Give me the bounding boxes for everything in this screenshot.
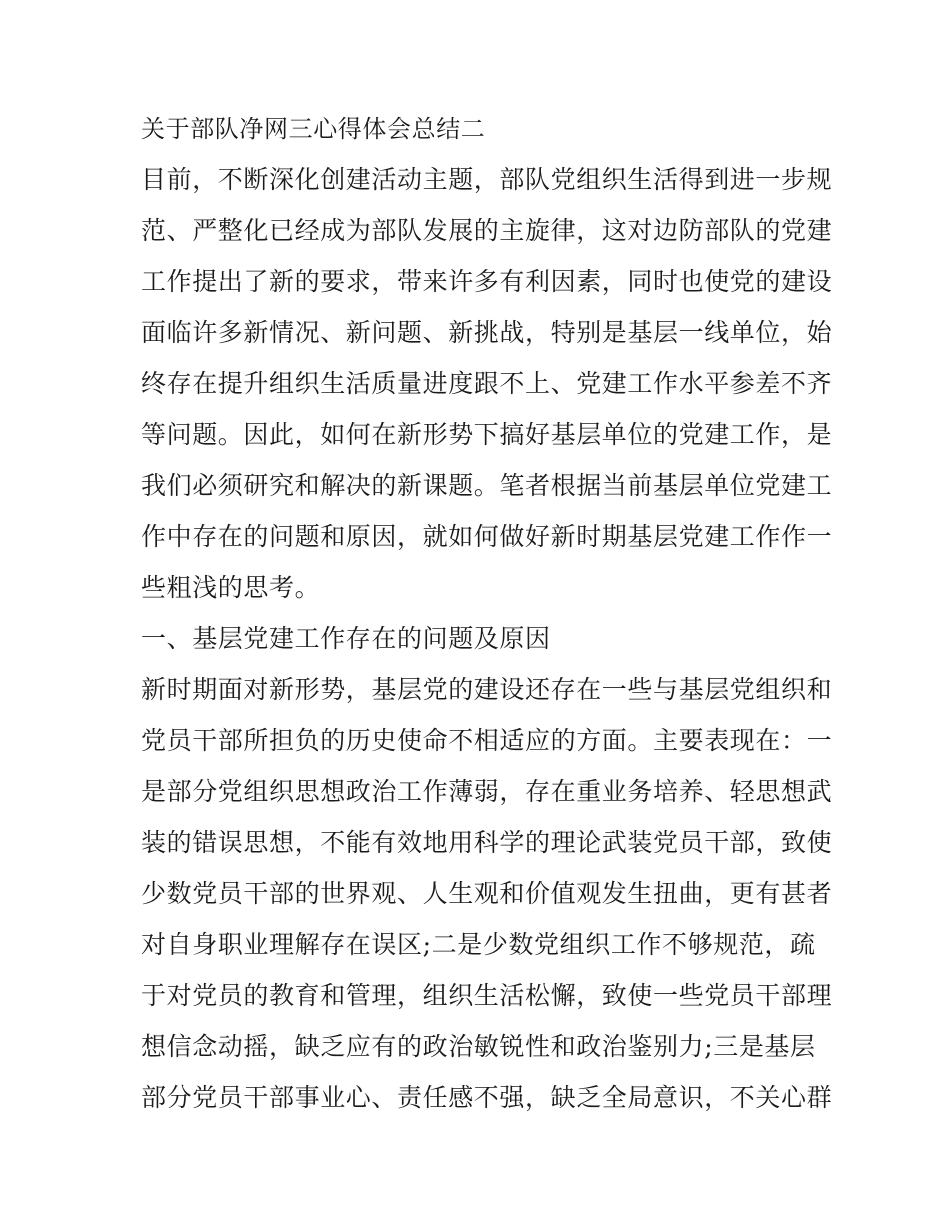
text-line: 少数党员干部的世界观、人生观和价值观发生扭曲，更有甚者: [141, 879, 833, 908]
text-line: 面临许多新情况、新问题、新挑战，特别是基层一线单位，始: [141, 318, 833, 347]
text-line: 范、严整化已经成为部队发展的主旋律，这对边防部队的党建: [141, 216, 833, 245]
text-line: 对自身职业理解存在误区;二是少数党组织工作不够规范，疏: [141, 930, 816, 959]
text-line: 党员干部所担负的历史使命不相适应的方面。主要表现在：一: [141, 726, 833, 755]
text-line: 是部分党组织思想政治工作薄弱，存在重业务培养、轻思想武: [141, 777, 833, 806]
text-line: 我们必须研究和解决的新课题。笔者根据当前基层单位党建工: [141, 471, 833, 500]
text-line: 于对党员的教育和管理，组织生活松懈，致使一些党员干部理: [141, 981, 833, 1010]
text-line: 等问题。因此，如何在新形势下搞好基层单位的党建工作，是: [141, 420, 833, 449]
text-line: 工作提出了新的要求，带来许多有利因素，同时也使党的建设: [141, 267, 833, 296]
text-line: 目前，不断深化创建活动主题，部队党组织生活得到进一步规: [141, 165, 833, 194]
text-line: 想信念动摇，缺乏应有的政治敏锐性和政治鉴别力;三是基层: [141, 1032, 816, 1061]
section-heading: 一、基层党建工作存在的问题及原因: [141, 624, 551, 653]
text-line: 终存在提升组织生活质量进度跟不上、党建工作水平参差不齐: [141, 369, 833, 398]
text-line: 些粗浅的思考。: [141, 573, 321, 602]
text-line: 新时期面对新形势，基层党的建设还存在一些与基层党组织和: [141, 675, 833, 704]
text-line: 装的错误思想，不能有效地用科学的理论武装党员干部，致使: [141, 828, 833, 857]
text-line: 作中存在的问题和原因，就如何做好新时期基层党建工作作一: [141, 522, 833, 551]
document-title: 关于部队净网三心得体会总结二: [141, 115, 486, 143]
text-line: 部分党员干部事业心、责任感不强，缺乏全局意识，不关心群: [141, 1083, 833, 1112]
